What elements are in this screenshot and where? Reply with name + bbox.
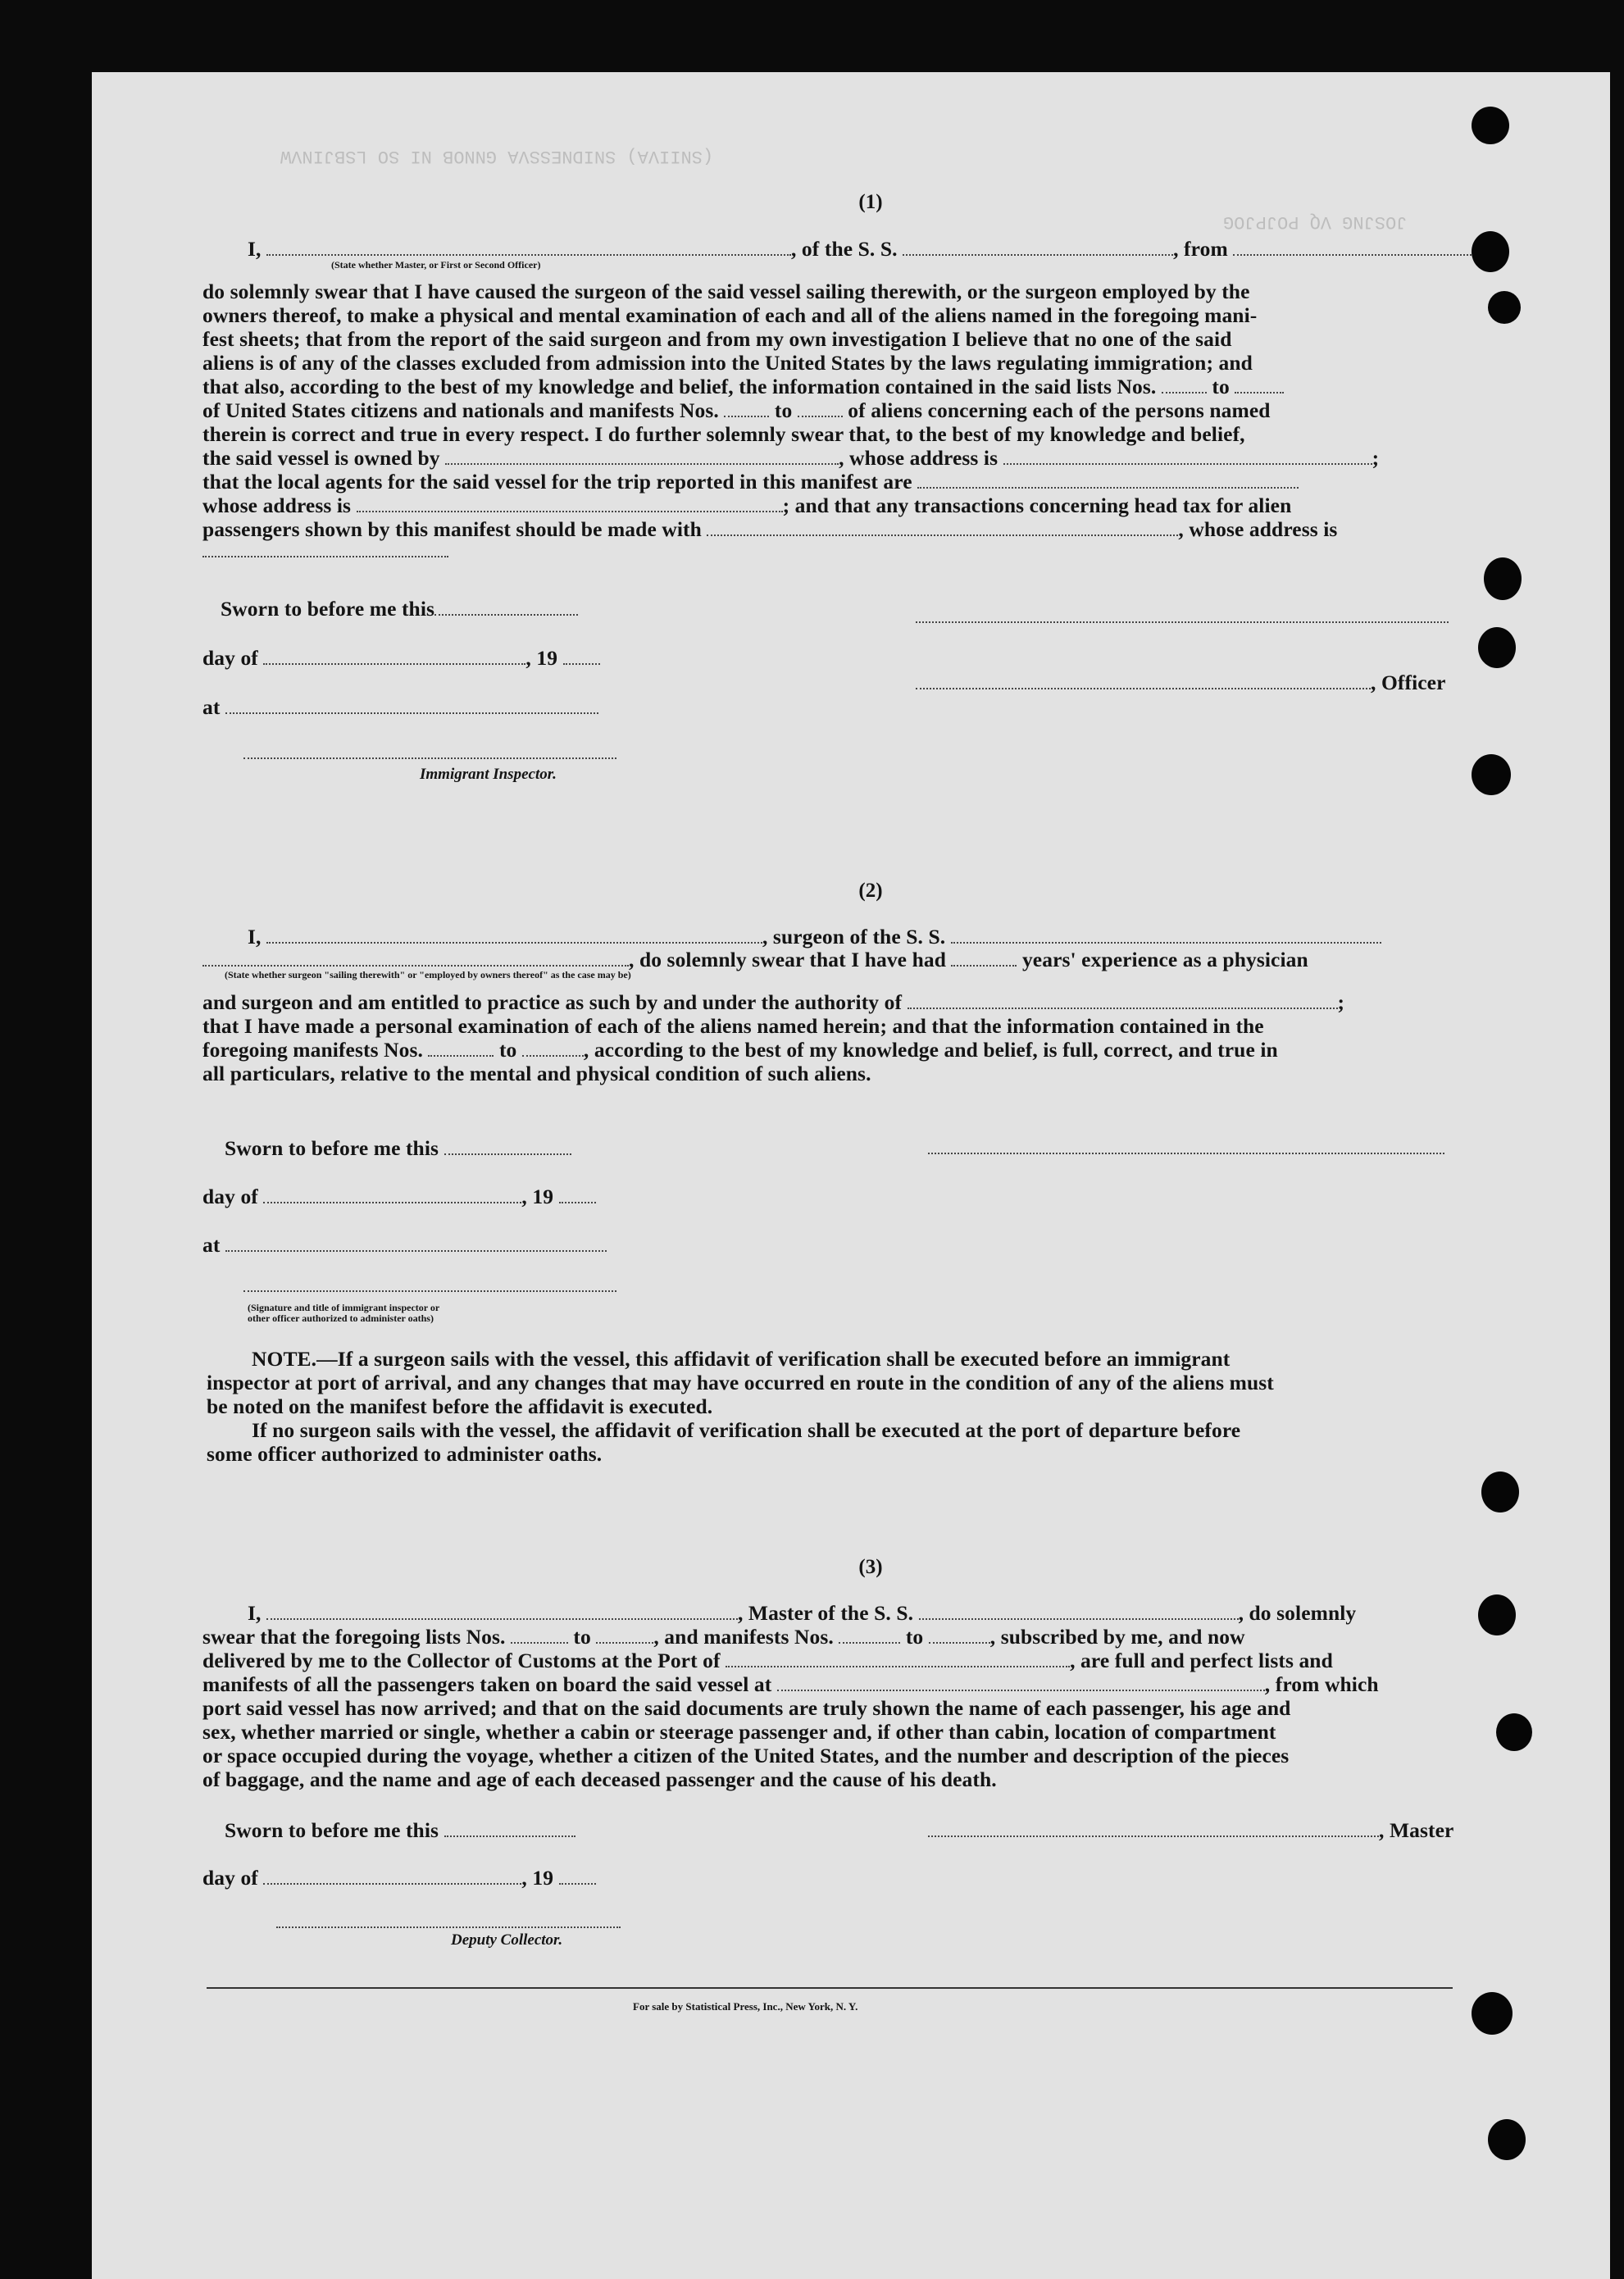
- s2-at: at: [202, 1233, 607, 1257]
- s2-line-4: that I have made a personal examination of each of the aliens named herein; and that the information contained in the: [202, 1014, 1264, 1038]
- s3-body-1: port said vessel has now arrived; and that on the said documents are truly shown the name of each passenger, his age and: [202, 1696, 1291, 1720]
- s3-line-2: swear that the foregoing lists Nos. to , and manifests Nos. to , subscribed by me, and now: [202, 1625, 1245, 1649]
- s1-officer-note: (State whether Master, or First or Second Officer): [331, 259, 541, 271]
- binder-hole-2: [1472, 231, 1509, 272]
- s1-line-7: therein is correct and true in every respect. I do further solemnly swear that, to the best of my knowledge and belief,: [202, 422, 1245, 446]
- s1-line-6: of United States citizens and nationals and manifests Nos. to of aliens concerning each of the persons named: [202, 398, 1271, 422]
- note-p1-line-2: inspector at port of arrival, and any changes that may have occurred en route in the condition of any of the aliens must: [207, 1371, 1274, 1394]
- section-1-number: (1): [858, 191, 883, 213]
- s1-line-11: passengers shown by this manifest should be made with , whose address is: [202, 517, 1338, 541]
- s3-body-3: or space occupied during the voyage, whether a citizen of the United States, and the number and description of the pieces: [202, 1744, 1290, 1767]
- s3-body-4: of baggage, and the name and age of each deceased passenger and the cause of his death.: [202, 1767, 997, 1791]
- s2-inspector-line: [243, 1290, 616, 1292]
- s1-line-5: that also, according to the best of my knowledge and belief, the information contained in the said lists Nos. to: [202, 375, 1284, 398]
- binder-hole-9: [1496, 1713, 1532, 1751]
- s2-line-3: and surgeon and am entitled to practice as such by and under the authority of ;: [202, 990, 1345, 1014]
- s2-day-of: day of , 19: [202, 1185, 596, 1208]
- s1-day-of: day of , 19: [202, 646, 600, 670]
- s2-sig-note-2: other officer authorized to administer oaths): [248, 1312, 434, 1324]
- s2-line-2: , do solemnly swear that I have had years' experience as a physician: [202, 948, 1308, 971]
- note-p2-line-2: some officer authorized to administer oaths.: [207, 1442, 603, 1466]
- s1-body-1: do solemnly swear that I have caused the surgeon of the said vessel sailing therewith, or the surgeon employed by the: [202, 280, 1250, 303]
- s2-line-5: foregoing manifests Nos. to , according to the best of my knowledge and belief, is full, correct, and true in: [202, 1038, 1278, 1062]
- binder-hole-1: [1472, 107, 1509, 144]
- s1-line-10: whose address is ; and that any transactions concerning head tax for alien: [202, 494, 1292, 517]
- section-3-number: (3): [858, 1556, 883, 1578]
- s1-at: at: [202, 695, 598, 719]
- s2-sworn: Sworn to before me this: [225, 1136, 571, 1160]
- binder-hole-8: [1478, 1594, 1516, 1635]
- s3-master: , Master: [928, 1818, 1453, 1842]
- s3-body-2: sex, whether married or single, whether a cabin or steerage passenger and, if other than cabin, location of compartment: [202, 1720, 1276, 1744]
- s2-signature-line: [928, 1153, 1444, 1154]
- binder-hole-4: [1484, 557, 1522, 600]
- binder-hole-7: [1481, 1472, 1519, 1513]
- s1-line-9: that the local agents for the said vessel for the trip reported in this manifest are: [202, 470, 1299, 494]
- s2-sig-note-1: (Signature and title of immigrant inspector or: [248, 1302, 440, 1313]
- bleed-through-header-2: JOSJNG VQ POJPJOG: [1223, 212, 1408, 232]
- s1-sworn: Sworn to before me this: [221, 597, 578, 621]
- s1-line-8: the said vessel is owned by , whose address is ;: [202, 446, 1380, 470]
- s1-address-line: [202, 556, 448, 557]
- section-2-number: (2): [858, 880, 883, 902]
- binder-hole-6: [1472, 754, 1511, 795]
- s3-line-4: manifests of all the passengers taken on board the said vessel at , from which: [202, 1672, 1379, 1696]
- s2-surgeon-note: (State whether surgeon "sailing therewith" or "employed by owners thereof" as the case may be): [225, 969, 631, 980]
- note-p2-line-1: If no surgeon sails with the vessel, the affidavit of verification shall be executed at the port of departure before: [252, 1418, 1241, 1442]
- note-p1-line-1: NOTE.—If a surgeon sails with the vessel, this affidavit of verification shall be executed before an immigrant: [252, 1347, 1231, 1371]
- footer-imprint: For sale by Statistical Press, Inc., New York, N. Y.: [633, 2000, 858, 2013]
- s3-collector-line: [276, 1926, 621, 1928]
- binder-hole-11: [1488, 2119, 1526, 2160]
- s3-line-3: delivered by me to the Collector of Customs at the Port of , are full and perfect lists and: [202, 1649, 1333, 1672]
- s3-collector-label: Deputy Collector.: [451, 1931, 563, 1949]
- s3-day-of: day of , 19: [202, 1866, 596, 1890]
- footer-rule: [207, 1987, 1453, 1989]
- s1-officer: , Officer: [916, 671, 1446, 694]
- s1-signature-line: [916, 621, 1449, 623]
- s1-line-1: I, , of the S. S. , from: [248, 237, 1475, 261]
- bleed-through-header: (SNIIVA) SNIDNESSVA GNNOB NI SO LSBJINVW: [280, 146, 714, 166]
- note-p1-line-3: be noted on the manifest before the affidavit is executed.: [207, 1394, 713, 1418]
- s1-inspector-line: [243, 757, 616, 759]
- s1-body-4: aliens is of any of the classes excluded from admission into the United States by the laws regulating immigration; and: [202, 351, 1253, 375]
- s3-sworn: Sworn to before me this: [225, 1818, 575, 1842]
- s2-line-6: all particulars, relative to the mental and physical condition of such aliens.: [202, 1062, 871, 1085]
- s1-body-3: fest sheets; that from the report of the said surgeon and from my own investigation I believe that no one of the said: [202, 327, 1232, 351]
- s3-line-1: I, , Master of the S. S. , do solemnly: [248, 1601, 1357, 1625]
- document-page: [92, 72, 1610, 2279]
- s2-line-1: I, , surgeon of the S. S.: [248, 925, 1381, 948]
- s1-body-2: owners thereof, to make a physical and mental examination of each and all of the aliens named in the foregoing mani-: [202, 303, 1258, 327]
- s1-inspector-label: Immigrant Inspector.: [420, 766, 557, 783]
- binder-hole-5: [1478, 627, 1516, 668]
- binder-hole-3: [1488, 291, 1521, 324]
- binder-hole-10: [1472, 1992, 1513, 2035]
